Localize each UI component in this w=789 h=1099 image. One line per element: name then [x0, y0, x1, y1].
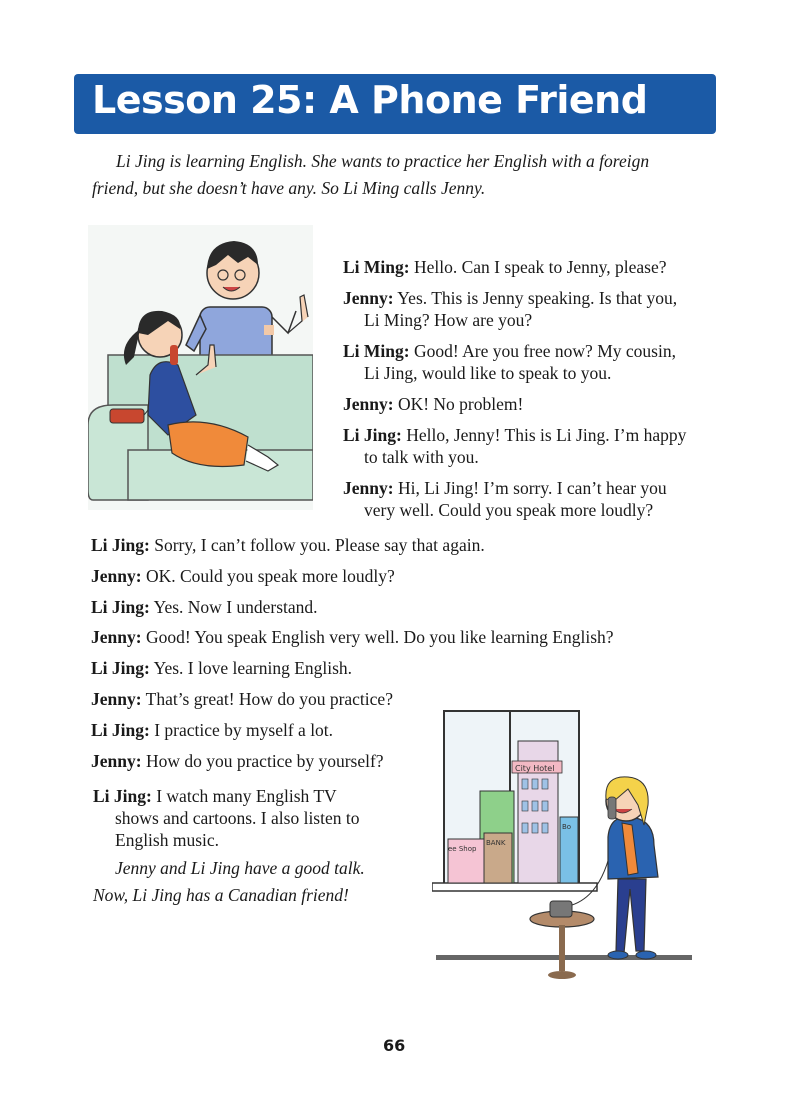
dialogue-line-11: [91, 657, 352, 679]
intro-line-1: Li Jing is learning English. She wants to practice her English with a foreign: [116, 151, 650, 171]
speaker-li-jing: Li Jing:: [343, 425, 402, 445]
dialogue-line-2: [343, 287, 677, 309]
illustration-window-city-phone: [432, 705, 697, 1010]
dialogue-line-5: [343, 424, 686, 446]
dialogue-line-14: [91, 750, 384, 772]
dialogue-text: Hi, Li Jing! I’m sorry. I can’t hear you: [397, 478, 667, 498]
dialogue-text: Good! You speak English very well. Do you like learning English?: [145, 627, 614, 647]
speaker-li-jing: Li Jing:: [91, 658, 150, 678]
dialogue-line-2-cont: Li Ming? How are you?: [364, 310, 533, 330]
lesson-title: Lesson 25: A Phone Friend: [92, 78, 648, 122]
dialogue-line-7: [91, 534, 485, 556]
dialogue-line-6-cont: very well. Could you speak more loudly?: [364, 500, 654, 520]
dialogue-text: Yes. This is Jenny speaking. Is that you,: [397, 288, 678, 308]
dialogue-text: Yes. Now I understand.: [153, 597, 318, 617]
dialogue-text: How do you practice by yourself?: [145, 751, 384, 771]
dialogue-text: I practice by myself a lot.: [154, 720, 334, 740]
closing-line-1: Jenny and Li Jing have a good talk.: [115, 858, 365, 878]
sign-shop: ee Shop: [448, 845, 477, 853]
dialogue-text: OK! No problem!: [397, 394, 524, 414]
speaker-li-ming: Li Ming:: [343, 341, 410, 361]
speaker-li-ming: Li Ming:: [343, 257, 410, 277]
speaker-li-jing: Li Jing:: [91, 720, 150, 740]
lesson-title-bar: [74, 74, 716, 134]
speaker-li-jing: Li Jing:: [91, 535, 150, 555]
intro-paragraph: [92, 148, 712, 202]
dialogue-text: Hello. Can I speak to Jenny, please?: [413, 257, 667, 277]
dialogue-line-10: [91, 626, 614, 648]
speaker-jenny: Jenny:: [91, 689, 142, 709]
dialogue-text: Hello, Jenny! This is Li Jing. I’m happy: [406, 425, 687, 445]
dialogue-text: I watch many English TV: [156, 786, 337, 806]
intro-line-2: friend, but she doesn’t have any. So Li Ming calls Jenny.: [92, 178, 486, 198]
sign-bo: Bo: [562, 823, 572, 831]
dialogue-text: Yes. I love learning English.: [153, 658, 353, 678]
speaker-jenny: Jenny:: [91, 627, 142, 647]
speaker-jenny: Jenny:: [343, 288, 394, 308]
illustration-sofa-phone-call: [88, 225, 313, 510]
dialogue-text: That’s great! How do you practice?: [145, 689, 393, 709]
dialogue-line-13: [91, 719, 333, 741]
dialogue-line-12: [91, 688, 393, 710]
sign-bank: BANK: [486, 839, 506, 847]
dialogue-line-5-cont: to talk with you.: [364, 447, 479, 467]
speaker-li-jing: Li Jing:: [93, 786, 152, 806]
dialogue-line-6: [343, 477, 667, 499]
dialogue-line-8: [91, 565, 395, 587]
speaker-jenny: Jenny:: [91, 751, 142, 771]
dialogue-line-1: [343, 256, 667, 278]
dialogue-line-15-cont-2: English music.: [115, 830, 220, 850]
speaker-jenny: Jenny:: [343, 394, 394, 414]
dialogue-text: Sorry, I can’t follow you. Please say that again.: [154, 535, 485, 555]
dialogue-text: Good! Are you free now? My cousin,: [413, 341, 676, 361]
dialogue-text: OK. Could you speak more loudly?: [145, 566, 395, 586]
dialogue-line-9: [91, 596, 318, 618]
closing-line-2: Now, Li Jing has a Canadian friend!: [93, 885, 349, 905]
dialogue-line-15-cont-1: shows and cartoons. I also listen to: [115, 808, 360, 828]
page-number: 66: [383, 1036, 406, 1055]
dialogue-line-3: [343, 340, 676, 362]
dialogue-line-3-cont: Li Jing, would like to speak to you.: [364, 363, 612, 383]
dialogue-line-4: [343, 393, 523, 415]
speaker-li-jing: Li Jing:: [91, 597, 150, 617]
dialogue-line-15: [93, 785, 337, 807]
sign-city-hotel: City Hotel: [515, 764, 555, 773]
speaker-jenny: Jenny:: [91, 566, 142, 586]
speaker-jenny: Jenny:: [343, 478, 394, 498]
